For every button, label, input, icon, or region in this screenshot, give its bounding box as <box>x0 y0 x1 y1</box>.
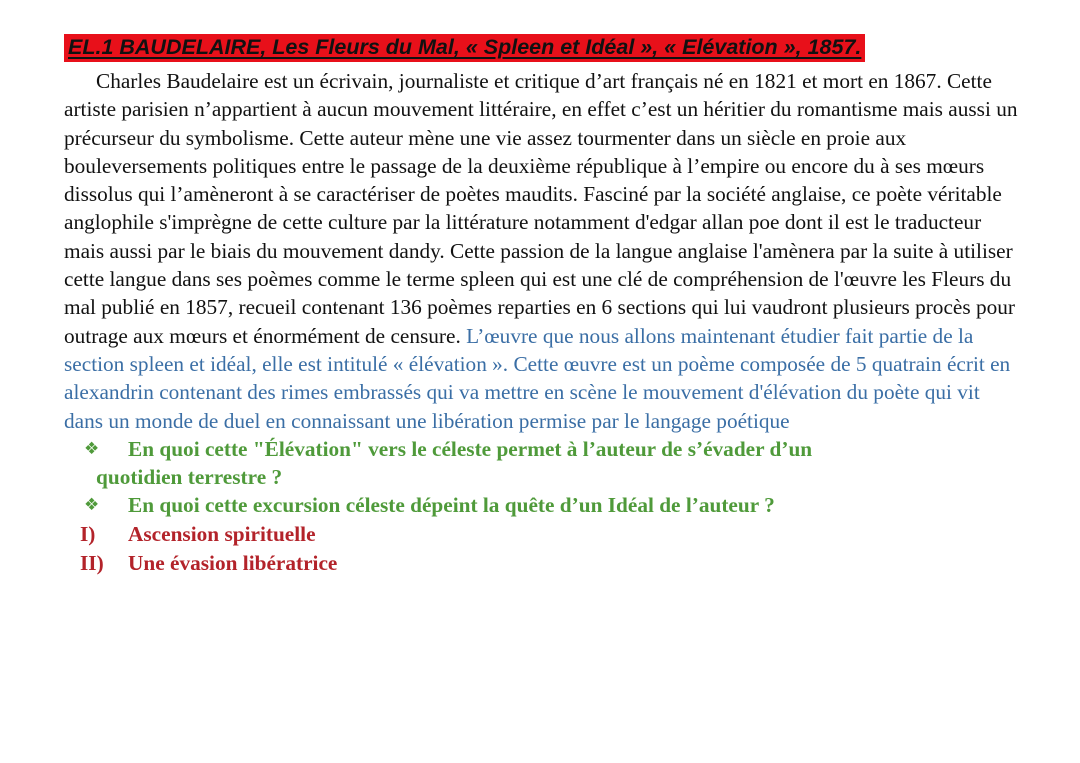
problematic-text-line2: quotidien terrestre ? <box>96 465 283 490</box>
problematic-list <box>64 435 1018 520</box>
intro-paragraph <box>64 67 1018 435</box>
problematic-item <box>64 435 1018 492</box>
document-title: EL.1 BAUDELAIRE, Les Fleurs du Mal, « Spleen et Idéal », « Elévation », 1857. <box>68 35 862 59</box>
plan-item <box>64 520 1018 549</box>
intro-blue-text: L’œuvre que nous allons maintenant étudier fait partie de la section spleen et idéal, elle est intitulé « élévation ». Cette œuvre est un poème composée de 5 quatrain écrit en alexandrin contenant des rimes embrassés qui va mettre en scène le mouvement d'élévation du poète qui vit dans un monde de duel en connaissant une libération permise par le langage poétique <box>64 323 1011 433</box>
problematic-item <box>64 491 1018 519</box>
diamond-bullet-icon: ❖ <box>84 495 100 516</box>
plan-number: II) <box>80 550 104 575</box>
plan-label: Ascension spirituelle <box>128 521 316 546</box>
problematic-text-line1: En quoi cette "Élévation" vers le céleste permet à l’auteur de s’évader d’un <box>128 436 813 461</box>
title-highlight <box>64 34 865 62</box>
plan-item <box>64 549 1018 578</box>
plan-number: I) <box>80 521 96 546</box>
plan-list <box>64 520 1018 578</box>
plan-label: Une évasion libératrice <box>128 550 338 575</box>
problematic-text-line1: En quoi cette excursion céleste dépeint la quête d’un Idéal de l’auteur ? <box>128 493 775 518</box>
intro-black-text: Charles Baudelaire est un écrivain, journaliste et critique d’art français né en 1821 et mort en 1867. Cette artiste parisien n’appartient à aucun mouvement littéraire, en effet c’est un héritier du romantisme mais aussi un précurseur du symbolisme. Cette auteur mène une vie assez tourmenter dans un siècle en proie aux bouleversements politiques entre le passage de la deuxième république à l’empire ou encore du à ses mœurs dissolus qui l’amèneront à se caractériser de poètes maudits. Fasciné par la société anglaise, ce poète véritable anglophile s'imprègne de cette culture par la littérature notamment d'edgar allan poe dont il est le traducteur mais aussi par le biais du mouvement dandy. Cette passion de la langue anglaise l'amènera par la suite à utiliser cette langue dans ses poèmes comme le terme spleen qui est une clé de compréhension de l'œuvre les Fleurs du mal publié en 1857, recueil contenant 136 poèmes reparties en 6 sections qui lui vaudront plusieurs procès pour outrage aux mœurs et énormément de censure. <box>64 69 1018 348</box>
diamond-bullet-icon: ❖ <box>84 438 100 459</box>
